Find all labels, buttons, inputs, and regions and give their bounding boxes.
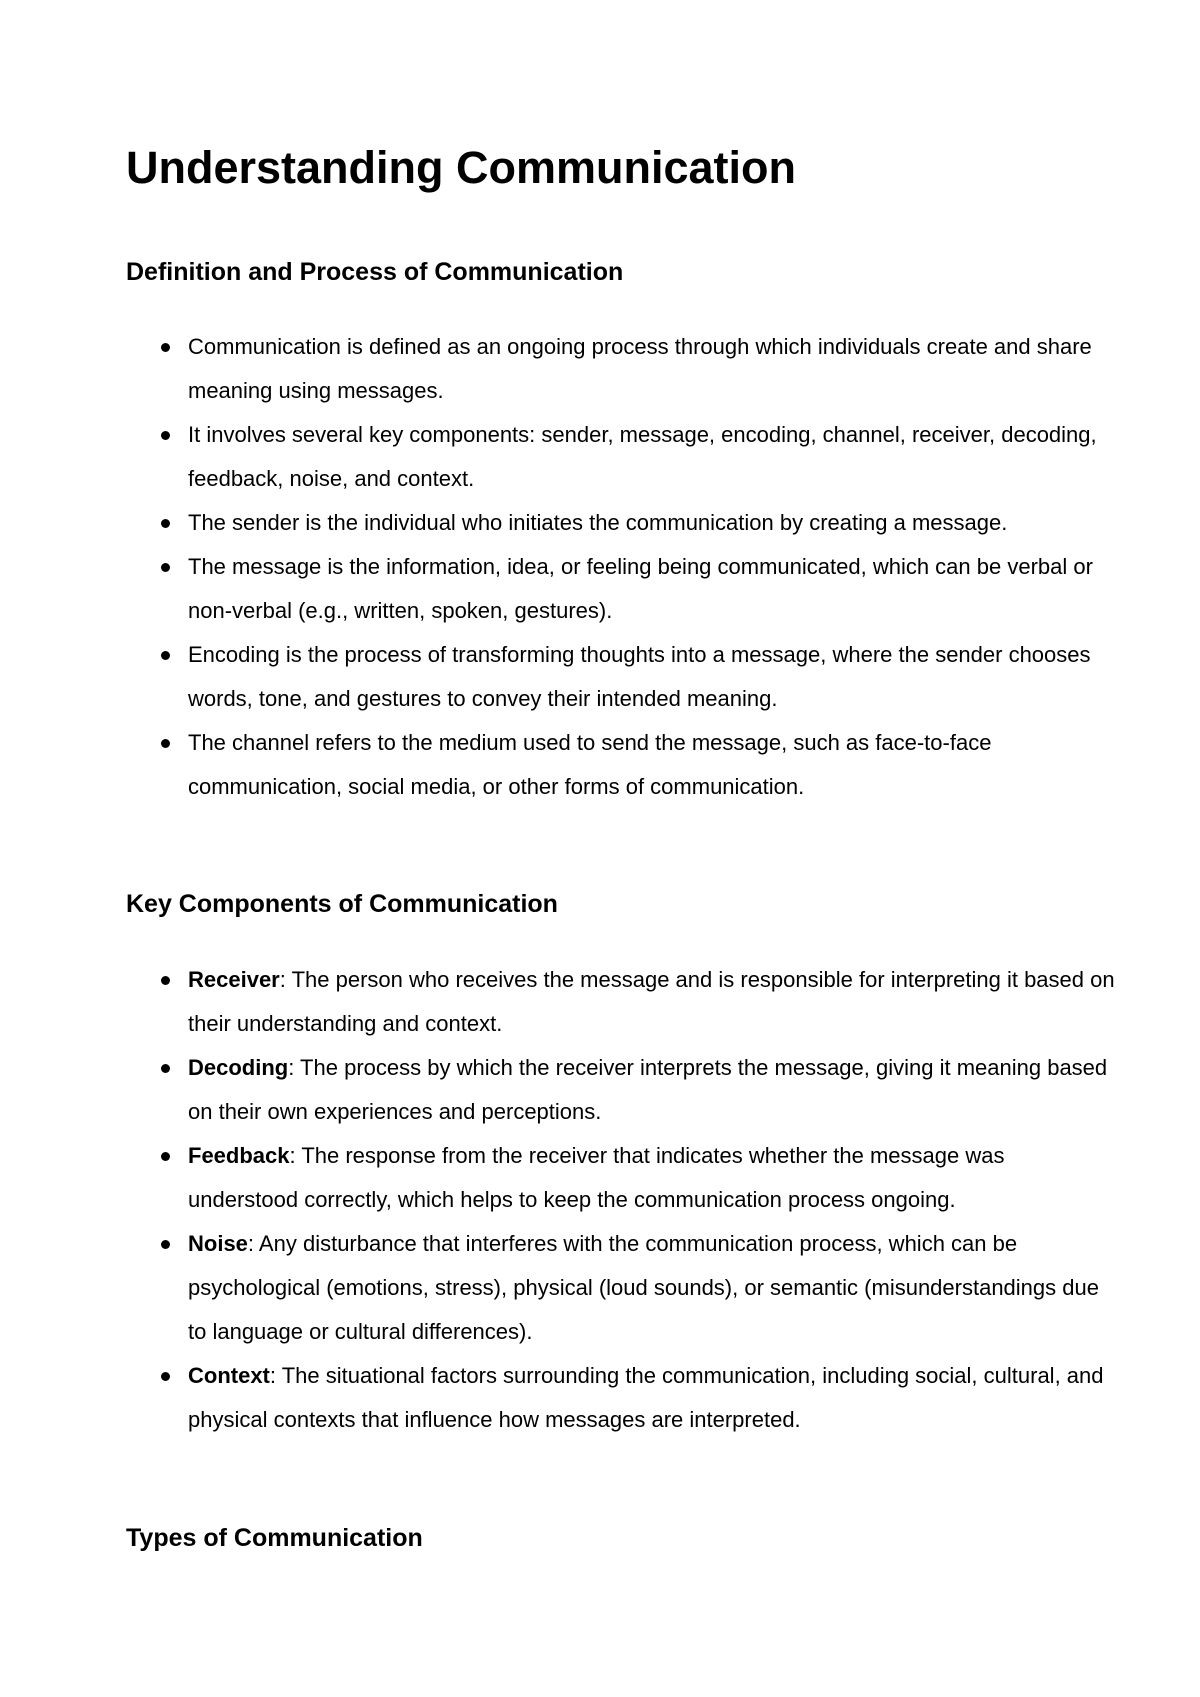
list-item bbox=[188, 1354, 1118, 1442]
section-heading-key-components: Key Components of Communication bbox=[126, 890, 558, 918]
document-title: Understanding Communication bbox=[126, 142, 797, 193]
term-label: Noise bbox=[188, 1231, 248, 1256]
list-item bbox=[188, 501, 1118, 545]
list-item-text: Communication is defined as an ongoing process through which individuals create and share meaning using messages. bbox=[188, 334, 1092, 403]
list-item-text: The message is the information, idea, or feeling being communicated, which can be verbal or non-verbal (e.g., written, spoken, gestures). bbox=[188, 554, 1093, 623]
term-label: Context bbox=[188, 1363, 270, 1388]
bullet-icon bbox=[161, 651, 170, 660]
bullet-icon bbox=[161, 739, 170, 748]
list-item-text: It involves several key components: sender, message, encoding, channel, receiver, decoding, feedback, noise, and context. bbox=[188, 422, 1097, 491]
bullet-icon bbox=[161, 519, 170, 528]
bullet-icon bbox=[161, 1372, 170, 1381]
section-heading-types: Types of Communication bbox=[126, 1524, 423, 1552]
term-label: Receiver bbox=[188, 967, 280, 992]
term-label: Decoding bbox=[188, 1055, 289, 1080]
list-item-text: Encoding is the process of transforming thoughts into a message, where the sender chooses words, tone, and gestures to convey their intended meaning. bbox=[188, 642, 1091, 711]
term-label: Feedback bbox=[188, 1143, 290, 1168]
section-heading-definition: Definition and Process of Communication bbox=[126, 258, 624, 286]
bullet-icon bbox=[161, 563, 170, 572]
bullet-icon bbox=[161, 1064, 170, 1073]
definition-bullet-list bbox=[188, 325, 1118, 809]
list-item-text: : Any disturbance that interferes with the communication process, which can be psychological (emotions, stress), physical (loud sounds), or semantic (misunderstandings due to language or cultural differences). bbox=[188, 1231, 1099, 1344]
bullet-icon bbox=[161, 1152, 170, 1161]
list-item bbox=[188, 325, 1118, 413]
list-item-text: : The person who receives the message and is responsible for interpreting it based on their understanding and context. bbox=[188, 967, 1115, 1036]
list-item bbox=[188, 1222, 1118, 1354]
bullet-icon bbox=[161, 976, 170, 985]
key-components-bullet-list bbox=[188, 958, 1118, 1442]
list-item bbox=[188, 633, 1118, 721]
list-item bbox=[188, 721, 1118, 809]
bullet-icon bbox=[161, 343, 170, 352]
list-item-text: The channel refers to the medium used to send the message, such as face-to-face communication, social media, or other forms of communication. bbox=[188, 730, 992, 799]
list-item bbox=[188, 1046, 1118, 1134]
list-item bbox=[188, 545, 1118, 633]
list-item bbox=[188, 958, 1118, 1046]
bullet-icon bbox=[161, 1240, 170, 1249]
list-item-text: : The response from the receiver that indicates whether the message was understood correctly, which helps to keep the communication process ongoing. bbox=[188, 1143, 1005, 1212]
list-item bbox=[188, 1134, 1118, 1222]
bullet-icon bbox=[161, 431, 170, 440]
list-item-text: The sender is the individual who initiates the communication by creating a message. bbox=[188, 510, 1008, 535]
list-item-text: : The situational factors surrounding the communication, including social, cultural, and physical contexts that influence how messages are interpreted. bbox=[188, 1363, 1104, 1432]
list-item-text: : The process by which the receiver interprets the message, giving it meaning based on their own experiences and perceptions. bbox=[188, 1055, 1108, 1124]
list-item bbox=[188, 413, 1118, 501]
